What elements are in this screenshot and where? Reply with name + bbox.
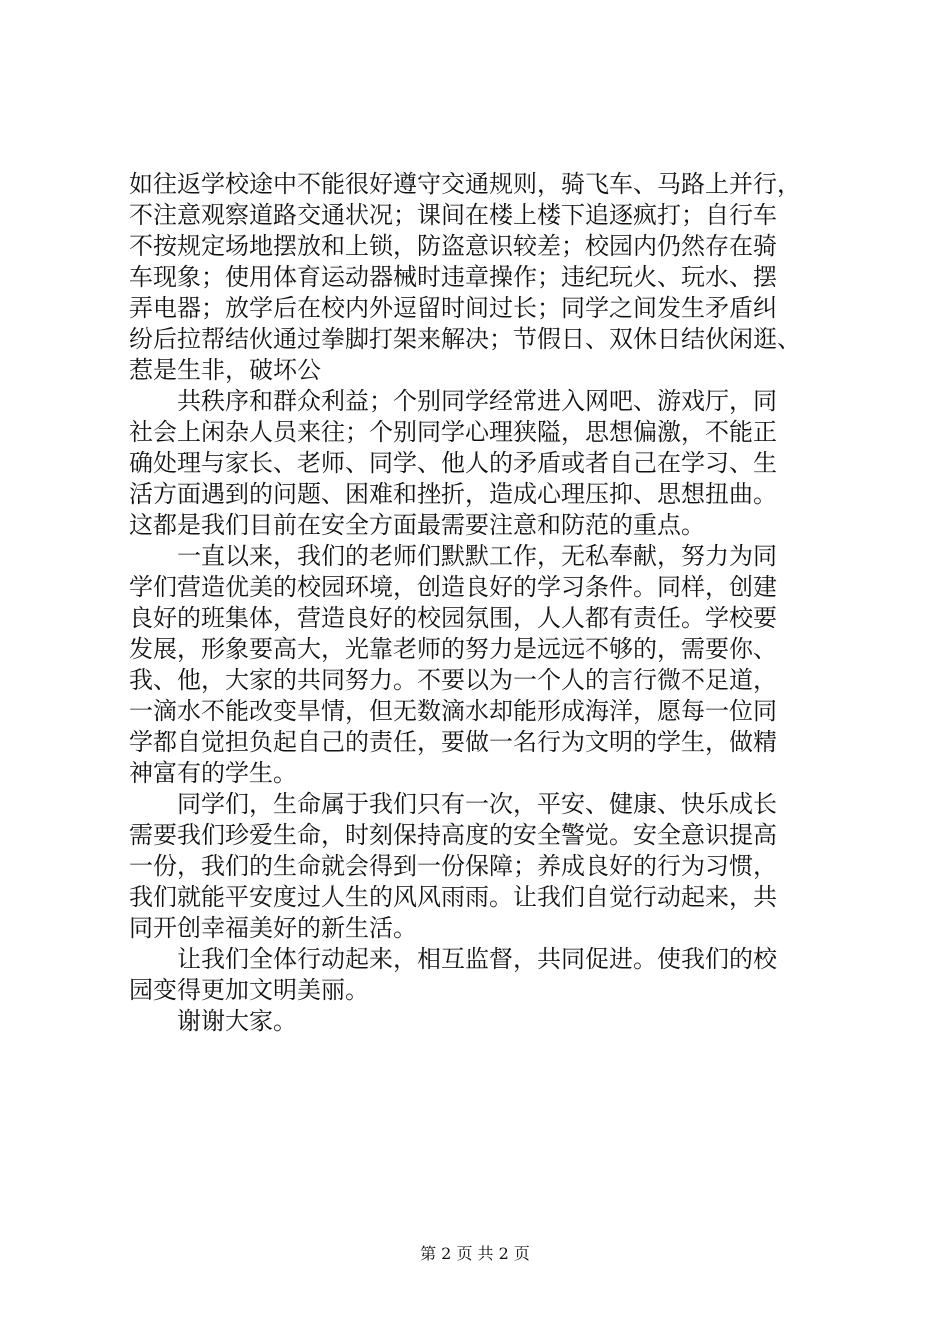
text-line: 确处理与家长、老师、同学、他人的矛盾或者自己在学习、生 xyxy=(129,449,777,477)
text-line: 弄电器；放学后在校内外逗留时间过长；同学之间发生矛盾纠 xyxy=(129,294,777,322)
text-line: 学们营造优美的校园环境，创造良好的学习条件。同样，创建 xyxy=(129,573,777,601)
page-footer: 第 2 页 共 2 页 xyxy=(420,1244,530,1263)
text-line: 纷后拉帮结伙通过拳脚打架来解决；节假日、双休日结伙闲逛、 xyxy=(129,325,801,353)
text-line: 一滴水不能改变旱情，但无数滴水却能形成海洋，愿每一位同 xyxy=(129,697,777,725)
text-line: 车现象；使用体育运动器械时违章操作；违纪玩火、玩水、摆 xyxy=(129,263,777,291)
text-line: 谢谢大家。 xyxy=(177,1007,297,1035)
text-line: 良好的班集体，营造良好的校园氛围，人人都有责任。学校要 xyxy=(129,604,777,632)
text-line: 不按规定场地摆放和上锁，防盗意识较差；校园内仍然存在骑 xyxy=(129,232,777,260)
text-line: 学都自觉担负起自己的责任，要做一名行为文明的学生，做精 xyxy=(129,728,777,756)
text-line: 活方面遇到的问题、困难和挫折，造成心理压抑、思想扭曲。 xyxy=(129,480,777,508)
text-line: 惹是生非，破坏公 xyxy=(129,356,321,384)
text-line: 不注意观察道路交通状况；课间在楼上楼下追逐疯打；自行车 xyxy=(129,201,777,229)
text-line: 一份，我们的生命就会得到一份保障；养成良好的行为习惯， xyxy=(129,852,777,880)
text-line: 共秩序和群众利益；个别同学经常进入网吧、游戏厅，同 xyxy=(177,387,777,415)
text-line: 需要我们珍爱生命，时刻保持高度的安全警觉。安全意识提高 xyxy=(129,821,777,849)
text-line: 同开创幸福美好的新生活。 xyxy=(129,914,417,942)
text-line: 社会上闲杂人员来往；个别同学心理狭隘，思想偏激，不能正 xyxy=(129,418,777,446)
text-line: 一直以来，我们的老师们默默工作，无私奉献，努力为同 xyxy=(177,542,777,570)
text-line: 发展，形象要高大，光靠老师的努力是远远不够的，需要你、 xyxy=(129,635,777,663)
document-body xyxy=(129,169,853,1037)
text-line: 如往返学校途中不能很好遵守交通规则，骑飞车、马路上并行， xyxy=(129,170,801,198)
text-line: 这都是我们目前在安全方面最需要注意和防范的重点。 xyxy=(129,511,705,539)
text-line: 神富有的学生。 xyxy=(129,759,297,787)
text-line: 园变得更加文明美丽。 xyxy=(129,976,369,1004)
text-line: 我们就能平安度过人生的风风雨雨。让我们自觉行动起来，共 xyxy=(129,883,777,911)
text-line: 我、他，大家的共同努力。不要以为一个人的言行微不足道， xyxy=(129,666,777,694)
text-line: 同学们，生命属于我们只有一次，平安、健康、快乐成长 xyxy=(177,790,777,818)
text-line: 让我们全体行动起来，相互监督，共同促进。使我们的校 xyxy=(177,945,777,973)
